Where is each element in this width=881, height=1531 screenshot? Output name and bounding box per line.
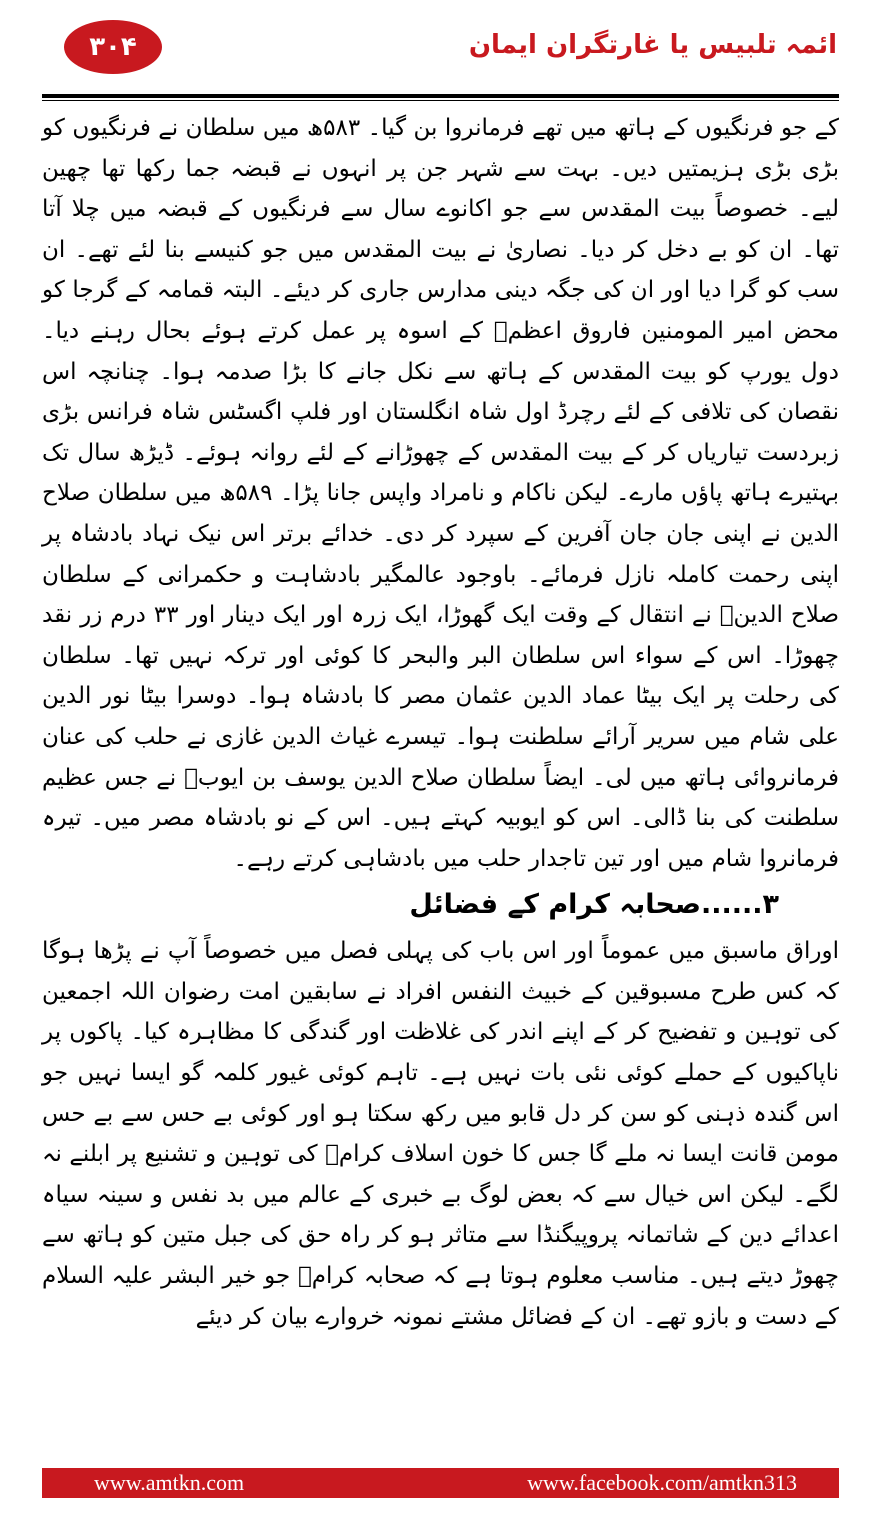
body-paragraph: اوراق ماسبق میں عموماً اور اس باب کی پہلی فصل میں خصوصاً آپ نے پڑھا ہوگا کہ کس طرح مسبوقین کے خبیث النفس افراد نے سابقین امت رضوان اللہ اجمعین کی توہین و تفضیح کر کے اپنے اندر کی غلاظت اور گندگی کا مظاہرہ کیا۔ پاکوں پر ناپاکیوں کے حملے کوئی نئی بات نہیں ہے۔ تاہم کوئی غیور کلمہ گو ایسا نہیں جو اس گندہ ذہنی کو سن کر دل قابو میں رکھ سکتا ہو اور کوئی بے حس سے بے حس مومن قانت ایسا نہ ملے گا جس کا خون اسلاف کرامؒ کی توہین و تشنیع پر ابلنے نہ لگے۔ لیکن اس خیال سے کہ بعض لوگ بے خبری کے عالم میں بد نفس و سینہ سیاہ اعدائے دین کے شاتمانہ پروپیگنڈا سے متاثر ہو کر راہ حق کی جبل متین کو ہاتھ سے چھوڑ دیتے ہیں۔ مناسب معلوم ہوتا ہے کہ صحابہ کرامؓ جو خیر البشر علیہ السلام کے دست و بازو تھے۔ ان کے فضائل مشتے نمونہ خروارے بیان کر دیئے bbox=[42, 938, 839, 1330]
footer-bar bbox=[42, 1468, 839, 1498]
section-heading: ۳......صحابہ کرام کے فضائل bbox=[409, 889, 779, 921]
facebook-link[interactable]: www.facebook.com/amtkn313 bbox=[527, 1470, 797, 1495]
body-paragraph: کے جو فرنگیوں کے ہاتھ میں تھے فرمانروا بن گیا۔ ۵۸۳ھ میں سلطان نے فرنگیوں کو بڑی بڑی ہزیمتیں دیں۔ بہت سے شہر جن پر انہوں نے قبضہ جما رکھا تھا چھین لیے۔ خصوصاً بیت المقدس سے جو اکانوے سال سے فرنگیوں کے قبضہ میں چلا آتا تھا۔ ان کو بے دخل کر دیا۔ نصاریٰ نے بیت المقدس میں جو کنیسے بنا لئے تھے۔ ان سب کو گرا دیا اور ان کی جگہ دینی مدارس جاری کر دیئے۔ البتہ قمامہ کے گرجا کو محض امیر المومنین فاروق اعظمؓ کے اسوہ پر عمل کرتے ہوئے بحال رہنے دیا۔ دول یورپ کو بیت المقدس کے ہاتھ سے نکل جانے کا بڑا صدمہ ہوا۔ چنانچہ اس نقصان کی تلافی کے لئے رچرڈ اول شاہ انگلستان اور فلپ اگسٹس شاہ فرانس بڑی زبردست تیاریاں کر کے بیت المقدس کے چھوڑانے کے لئے روانہ ہوئے۔ ڈیڑھ سال تک بہتیرے ہاتھ پاؤں مارے۔ لیکن ناکام و نامراد واپس جانا پڑا۔ ۵۸۹ھ میں سلطان صلاح الدین نے اپنی جان جان آفرین کے سپرد کر دی۔ خدائے برتر اس نیک نہاد بادشاہ پر اپنی رحمت کاملہ نازل فرمائے۔ باوجود عالمگیر بادشاہت و حکمرانی کے سلطان صلاح الدینؒ نے انتقال کے وقت ایک گھوڑا، ایک زرہ اور ایک دینار اور ۳۳ درم زر نقد چھوڑا۔ اس کے سواء اس سلطان البر والبحر کا کوئی اور ترکہ نہیں تھا۔ سلطان کی رحلت پر ایک بیٹا عماد الدین عثمان مصر کا بادشاہ ہوا۔ دوسرا بیٹا نور الدین علی شام میں سریر آرائے سلطنت ہوا۔ تیسرے غیاث الدین غازی نے حلب کی عنان فرمانروائی ہاتھ میں لی۔ ایضاً سلطان صلاح الدین یوسف بن ایوبؒ نے جس عظیم سلطنت کی بنا ڈالی۔ اس کو ایوبیہ کہتے ہیں۔ اس کے نو بادشاہ مصر میں۔ تیرہ فرمانروا شام میں اور تین تاجدار حلب میں بادشاہی کرتے رہے۔ bbox=[42, 115, 839, 872]
website-link[interactable]: www.amtkn.com bbox=[94, 1470, 245, 1495]
page-body bbox=[42, 108, 839, 1337]
book-title: ائمہ تلبیس یا غارتگران ایمان bbox=[468, 30, 837, 60]
header-divider bbox=[42, 94, 839, 98]
header-divider-thin bbox=[42, 100, 839, 101]
page-number-badge: ۳۰۴ bbox=[64, 20, 162, 74]
